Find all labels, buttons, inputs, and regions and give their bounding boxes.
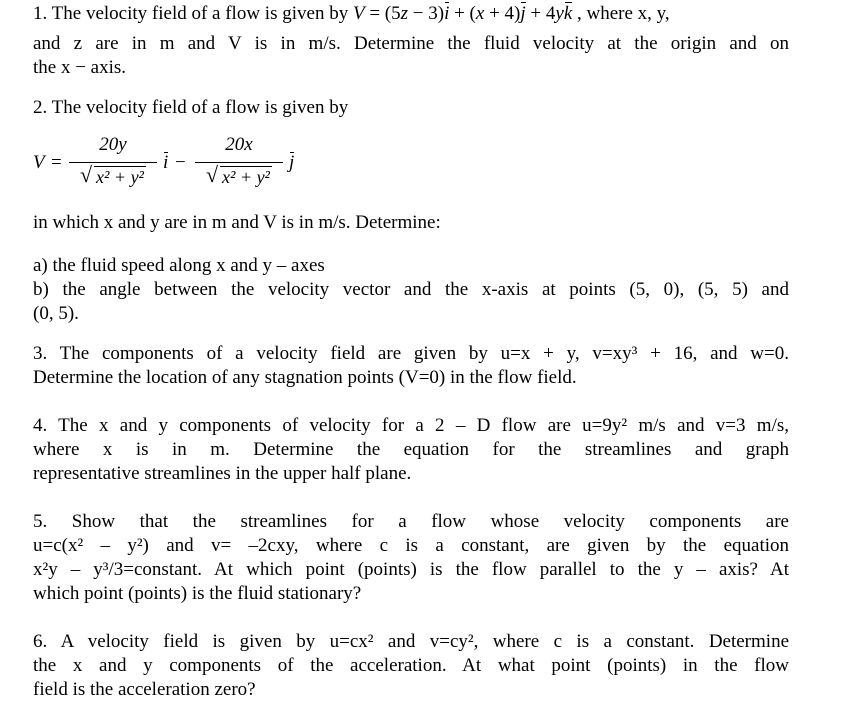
problem-5-line-2: u=c(x² – y²) and v= –2cxy, where c is a constant, are given by the equation (33, 535, 789, 556)
formula-equals: = (51, 152, 62, 173)
problem-6-line-1: 6. A velocity field is given by u=cx² and v=cy², where c is a constant. Determine (33, 631, 789, 652)
fraction-1-numerator: 20y (99, 134, 127, 155)
problem-1-intro: 1. The velocity field of a flow is given by (33, 3, 349, 24)
problem-2-after: in which x and y are in m and V is in m/s. Determine: (33, 212, 441, 233)
problem-2-formula (33, 134, 353, 196)
fraction-1-denominator: √ x² + y² (80, 162, 144, 187)
problem-6-line-2: the x and y components of the acceleration. At what point (points) in the flow (33, 655, 789, 676)
problem-2-part-b-line-1: b) the angle between the velocity vector and the x-axis at points (5, 0), (5, 5) and (33, 279, 789, 300)
fraction-1 (67, 134, 159, 196)
problem-1-line-3: the x − axis. (33, 57, 127, 78)
fraction-2-denominator: √ x² + y² (206, 162, 270, 187)
problem-5-line-1: 5. Show that the streamlines for a flow whose velocity components are (33, 511, 789, 532)
unit-vector-i: i (163, 152, 169, 173)
fraction-2-numerator: 20x (225, 134, 253, 155)
fraction-2 (193, 134, 285, 196)
formula-lhs: V (33, 152, 45, 173)
problem-1-line-1 (33, 2, 789, 26)
problem-4-line-3: representative streamlines in the upper half plane. (33, 463, 412, 484)
problem-1-formula: V = (5z − 3)i + (x + 4)j + 4yk (352, 3, 573, 24)
problem-2-part-a: a) the fluid speed along x and y – axes (33, 255, 325, 276)
problem-4-line-1: 4. The x and y components of velocity for a 2 – D flow are u=9y² m/s and v=3 m/s, (33, 415, 789, 436)
problem-3-line-2: Determine the location of any stagnation points (V=0) in the flow field. (33, 367, 577, 388)
problem-5-line-3: x²y – y³/3=constant. At which point (points) is the flow parallel to the y – axis? At (33, 559, 789, 580)
unit-vector-j: j (289, 152, 295, 173)
problem-3-line-1: 3. The components of a velocity field are given by u=x + y, v=xy³ + 16, and w=0. (33, 343, 789, 364)
problem-1-line-2: and z are in m and V is in m/s. Determine the fluid velocity at the origin and on (33, 33, 789, 54)
problem-2-intro: 2. The velocity field of a flow is given by (33, 97, 349, 118)
problem-1-tail: , where x, y, (577, 3, 670, 24)
problem-2-part-b-line-2: (0, 5). (33, 303, 79, 324)
formula-minus: − (175, 152, 186, 173)
problem-5-line-4: which point (points) is the fluid stationary? (33, 583, 362, 604)
problem-6-line-3: field is the acceleration zero? (33, 679, 256, 700)
problem-4-line-2: where x is in m. Determine the equation for the streamlines and graph (33, 439, 789, 460)
